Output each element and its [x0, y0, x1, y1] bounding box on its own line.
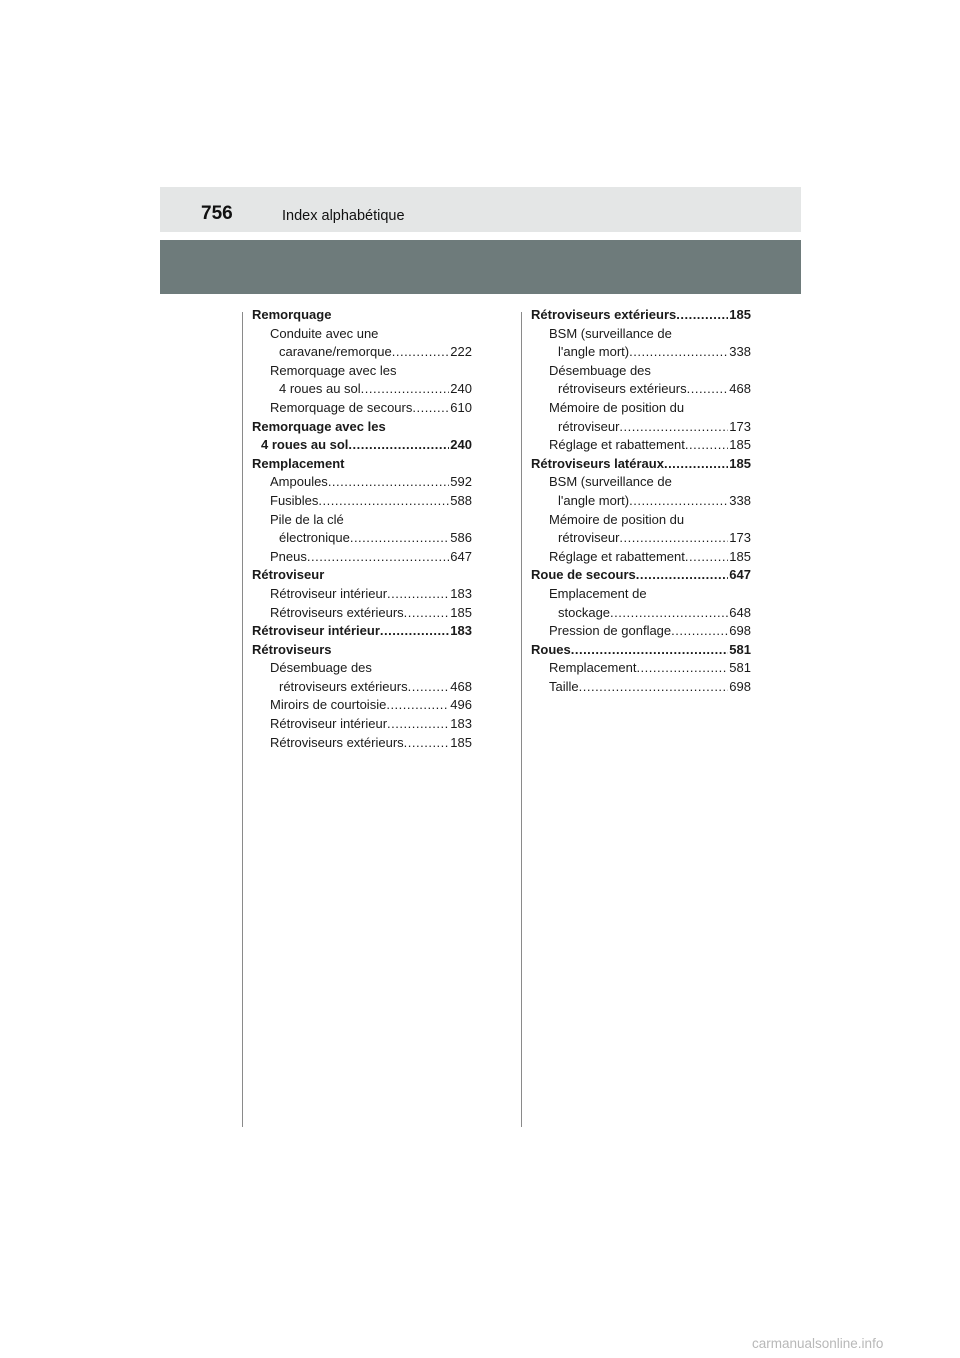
index-subentry: rétroviseurs extérieurs ..... 468: [531, 380, 751, 399]
index-heading: Remorquage: [252, 307, 332, 322]
index-subentry: Ampoules ..... 592: [252, 473, 472, 492]
index-column-left: [252, 306, 472, 752]
index-heading: Remorquage avec les: [252, 418, 386, 434]
index-subentry: Réglage et rabattement ..... 185: [531, 548, 751, 567]
index-subentry: Mémoire de position du: [549, 399, 685, 415]
index-subentry: Miroirs de courtoisie ..... 496: [252, 696, 472, 715]
index-subentry: Rétroviseur intérieur ..... 183: [252, 715, 472, 734]
page-number: 756: [201, 203, 233, 224]
index-subentry: l'angle mort) ..... 338: [531, 343, 751, 362]
index-heading: Remplacement: [252, 455, 345, 471]
index-heading: Rétroviseurs: [252, 641, 332, 657]
chapter-band: [160, 240, 801, 294]
index-heading: Rétroviseur intérieur ..... 183: [252, 622, 472, 641]
index-subentry: stockage ..... 648: [531, 604, 751, 623]
index-heading: Roues ..... 581: [531, 641, 751, 660]
index-subentry: rétroviseurs extérieurs ..... 468: [252, 678, 472, 697]
index-subentry: Pression de gonflage ..... 698: [531, 622, 751, 641]
index-subentry: BSM (surveillance de: [549, 474, 672, 490]
index-subentry: Emplacement de: [549, 585, 647, 601]
index-subentry: 4 roues au sol ..... 240: [252, 380, 472, 399]
index-subentry: Pile de la clé: [270, 511, 344, 527]
index-subentry: rétroviseur ..... 173: [531, 529, 751, 548]
index-subentry: Conduite avec une: [270, 325, 379, 341]
index-subentry: Rétroviseurs extérieurs ..... 185: [252, 604, 472, 623]
column-rule-right: [521, 312, 522, 1127]
index-heading: Rétroviseur: [252, 567, 325, 583]
index-subentry: BSM (surveillance de: [549, 325, 672, 341]
index-heading: Rétroviseurs extérieurs ..... 185: [531, 306, 751, 325]
index-subentry: Rétroviseurs extérieurs ..... 185: [252, 734, 472, 753]
index-subentry: Réglage et rabattement ..... 185: [531, 436, 751, 455]
index-subentry: l'angle mort) ..... 338: [531, 492, 751, 511]
index-heading: Roue de secours ..... 647: [531, 566, 751, 585]
watermark: carmanualsonline.info: [752, 1336, 884, 1351]
index-subentry: électronique ..... 586: [252, 529, 472, 548]
section-title: Index alphabétique: [282, 208, 405, 224]
index-subentry: Remplacement ..... 581: [531, 659, 751, 678]
index-subentry: Mémoire de position du: [549, 511, 685, 527]
index-heading: 4 roues au sol ..... 240: [252, 436, 472, 455]
index-subentry: rétroviseur ..... 173: [531, 418, 751, 437]
index-subentry: caravane/remorque ..... 222: [252, 343, 472, 362]
index-subentry: Désembuage des: [270, 660, 372, 676]
index-subentry: Fusibles ..... 588: [252, 492, 472, 511]
index-subentry: Remorquage de secours ..... 610: [252, 399, 472, 418]
index-subentry: Rétroviseur intérieur ..... 183: [252, 585, 472, 604]
index-subentry: Désembuage des: [549, 362, 651, 378]
index-subentry: Taille ..... 698: [531, 678, 751, 697]
column-rule-left: [242, 312, 243, 1127]
index-subentry: Pneus ..... 647: [252, 548, 472, 567]
header-band: [160, 187, 801, 232]
index-subentry: Remorquage avec les: [270, 362, 397, 378]
index-heading: Rétroviseurs latéraux ..... 185: [531, 455, 751, 474]
index-column-right: [531, 306, 751, 696]
